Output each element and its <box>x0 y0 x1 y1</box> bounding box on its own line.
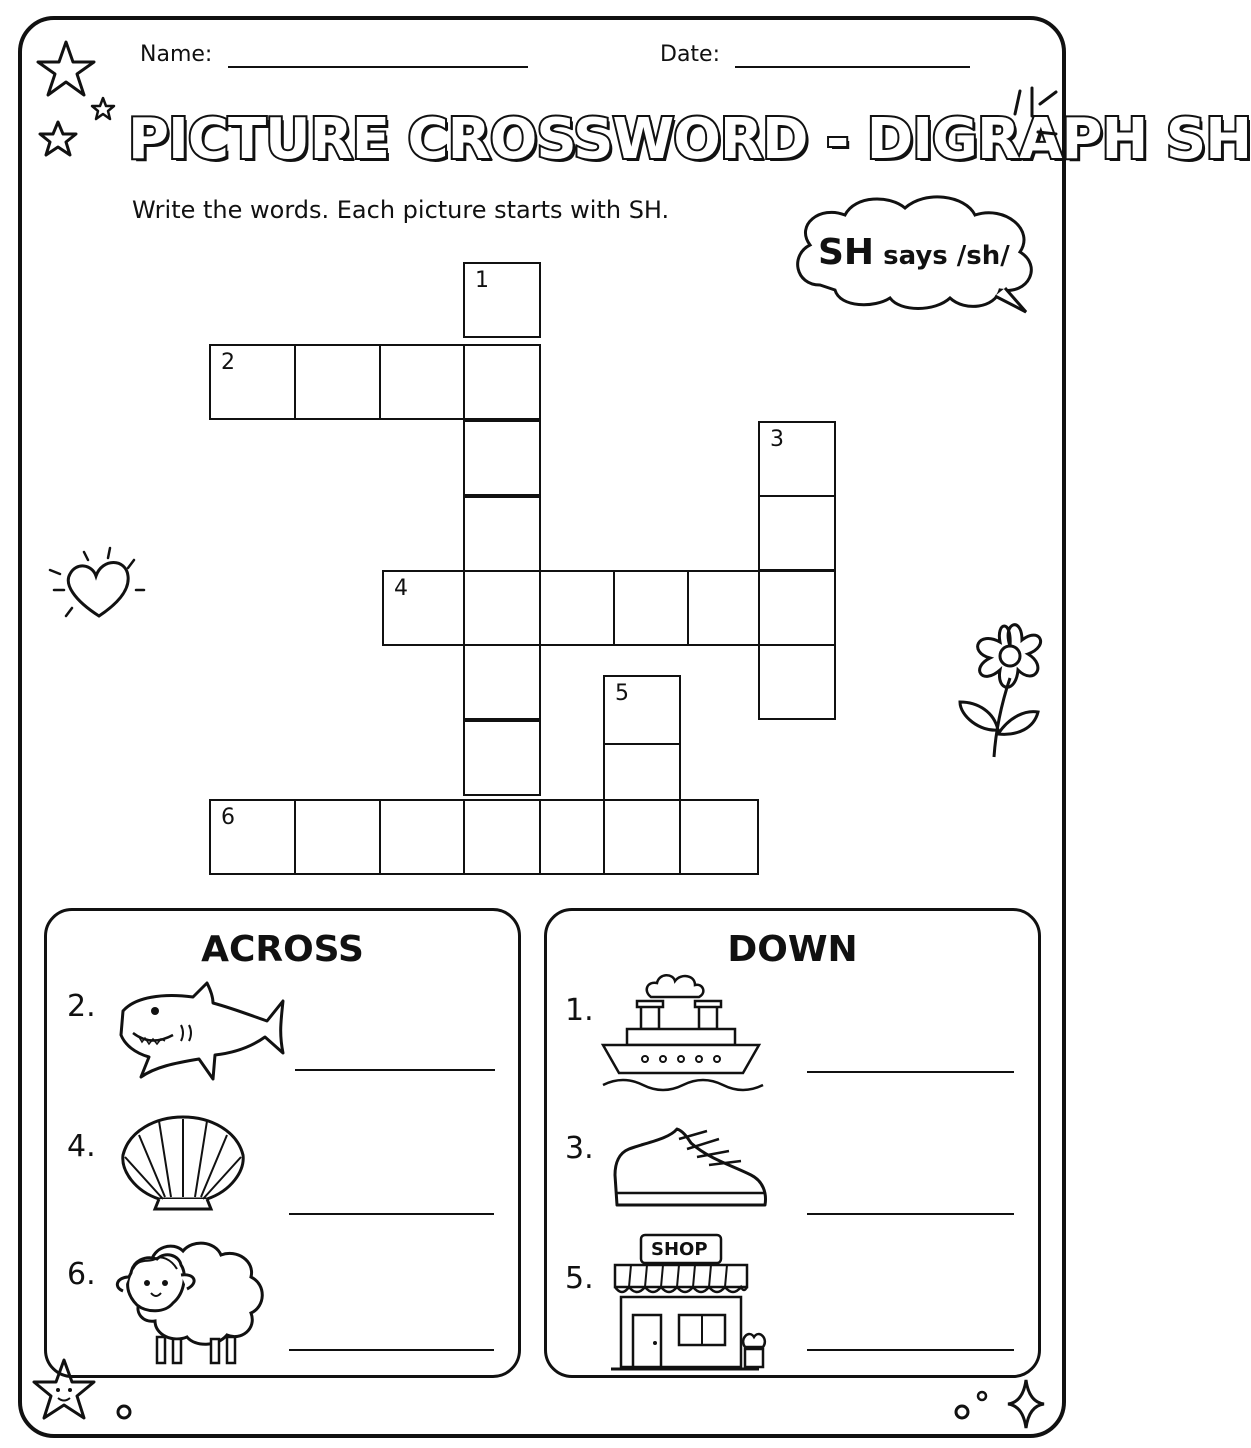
date-label: Date: <box>660 42 720 67</box>
crossword-cell[interactable] <box>463 720 541 796</box>
flower-icon <box>950 612 1060 762</box>
shoe-icon <box>611 1123 771 1213</box>
clue-number: 1. <box>565 993 594 1028</box>
crossword-cell[interactable] <box>463 644 541 720</box>
crossword-cell[interactable] <box>679 799 759 875</box>
clue-number: 5 <box>615 681 629 706</box>
crossword-cell[interactable] <box>613 570 691 646</box>
crossword-cell[interactable] <box>209 799 296 875</box>
clue-number: 5. <box>565 1261 594 1296</box>
clue-number: 3. <box>565 1131 594 1166</box>
bubble-text <box>818 232 1010 273</box>
crossword-cell[interactable] <box>603 743 681 801</box>
answer-line[interactable] <box>289 1349 494 1351</box>
shell-icon <box>119 1111 249 1211</box>
crossword-cell[interactable] <box>463 420 541 496</box>
bubble-rest: says /sh/ <box>874 241 1010 271</box>
answer-line[interactable] <box>807 1213 1014 1215</box>
clue-number: 3 <box>770 427 784 452</box>
heart-icon <box>44 540 154 630</box>
shop-sign-text: SHOP <box>651 1239 708 1260</box>
clue-number: 1 <box>475 268 489 293</box>
sheep-icon <box>111 1233 271 1368</box>
crossword-cell[interactable] <box>758 421 836 497</box>
crossword-cell[interactable] <box>603 799 681 875</box>
down-title: DOWN <box>727 929 858 970</box>
ship-icon <box>599 963 769 1093</box>
crossword-cell[interactable] <box>758 570 836 646</box>
sparkle-lines-icon <box>1010 86 1060 156</box>
crossword-cell[interactable] <box>463 262 541 338</box>
clue-number: 4. <box>67 1129 96 1164</box>
crossword-cell[interactable] <box>382 570 465 646</box>
crossword-cell[interactable] <box>294 799 381 875</box>
crossword-cell[interactable] <box>463 344 541 420</box>
crossword-cell[interactable] <box>758 644 836 720</box>
clue-number: 6. <box>67 1257 96 1292</box>
crossword-cell[interactable] <box>463 799 541 875</box>
clue-number: 2 <box>221 350 235 375</box>
crossword-cell[interactable] <box>758 495 836 571</box>
clue-number: 2. <box>67 989 96 1024</box>
down-panel <box>544 908 1041 1378</box>
stars-icon <box>36 40 116 170</box>
crossword-cell[interactable] <box>209 344 296 420</box>
answer-line[interactable] <box>295 1069 495 1071</box>
across-title: ACROSS <box>201 929 364 970</box>
instructions: Write the words. Each picture starts with SH. <box>132 196 670 224</box>
name-label: Name: <box>140 42 213 67</box>
crossword-cell[interactable] <box>539 799 605 875</box>
crossword-cell[interactable] <box>379 344 465 420</box>
crossword-cell[interactable] <box>463 496 541 572</box>
page-title: PICTURE CROSSWORD - DIGRAPH SH <box>128 107 1251 172</box>
clue-number: 6 <box>221 805 235 830</box>
answer-line[interactable] <box>807 1071 1014 1073</box>
name-field[interactable] <box>228 66 528 68</box>
answer-line[interactable] <box>289 1213 494 1215</box>
answer-line[interactable] <box>807 1349 1014 1351</box>
crossword-cell[interactable] <box>687 570 765 646</box>
bubbles-sparkle-icon <box>950 1376 1050 1436</box>
crossword-cell[interactable] <box>379 799 465 875</box>
crossword-cell[interactable] <box>294 344 381 420</box>
crossword-cell[interactable] <box>463 570 541 646</box>
crossword-cell[interactable] <box>603 675 681 745</box>
across-panel <box>44 908 521 1378</box>
bubble-strong: SH <box>818 232 875 273</box>
date-field[interactable] <box>735 66 970 68</box>
clue-number: 4 <box>394 576 408 601</box>
shark-icon <box>115 981 285 1086</box>
crossword-cell[interactable] <box>539 570 617 646</box>
